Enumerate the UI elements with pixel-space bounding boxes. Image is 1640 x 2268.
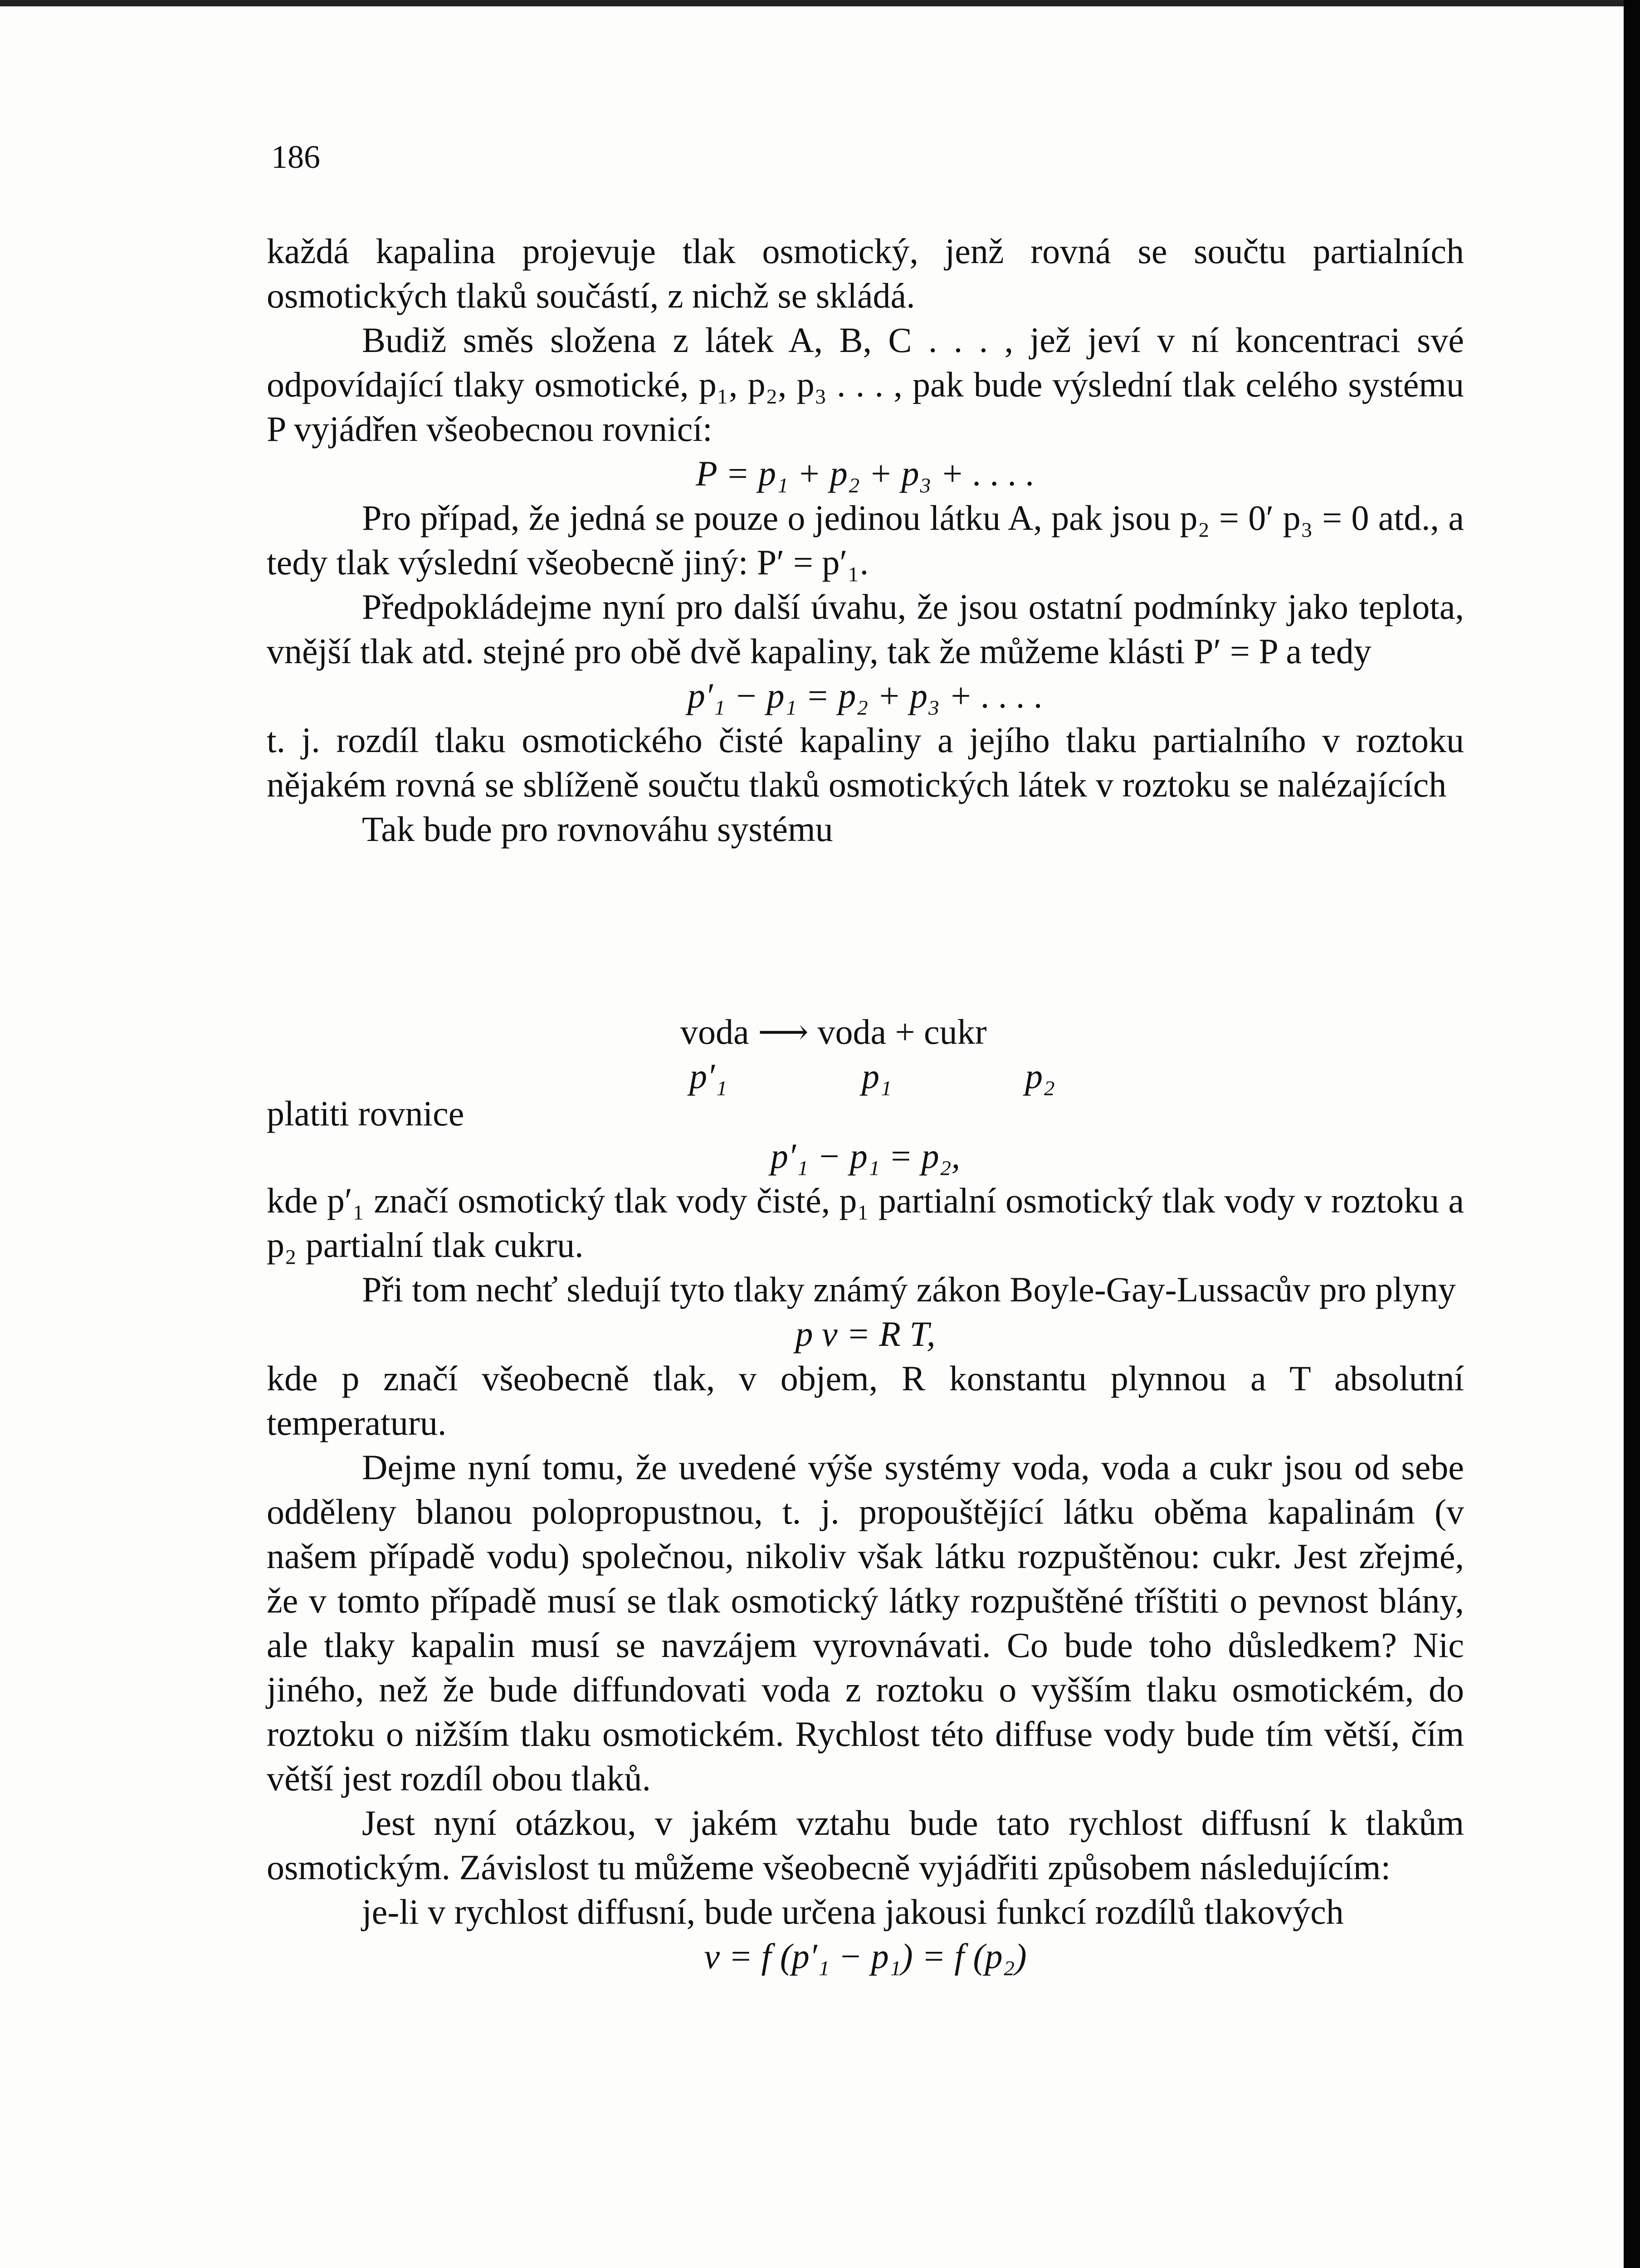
equation-4: p v = R T, [795,1314,936,1354]
paragraph-12: je-li v rychlost diffusní, bude určena jakousi funkcí rozdílů tlakových [362,1892,1344,1931]
paragraph-11: Jest nyní otázkou, v jakém vztahu bude tato rychlost diffusní k tlakům osmotickým. Závislost tu můžeme všeobecně vyjádřiti způsobem následujícím: [267,1803,1464,1887]
paragraph-8: Při tom nechť sledují tyto tlaky známý zákon Boyle-Gay-Lussacův pro plyny [362,1270,1456,1309]
paragraph-3: Pro případ, že jedná se pouze o jedinou látku A, pak jsou p₂ = 0′ p₃ = 0 atd., a tedy tlak výslední všeobecně jiný: P′ = p′₁. [267,498,1464,582]
platiti-label: platiti rovnice [267,1094,464,1133]
scheme-label-water-in-solution: p₁ [862,1056,892,1096]
equation-5: v = f (p′₁ − p₁) = f (p₂) [704,1936,1027,1976]
paragraph-6: Tak bude pro rovnováhu systému [362,809,833,849]
paragraph-2: Budiž směs složena z látek A, B, C . . . , jež jeví v ní koncentraci své odpovídající tlaky osmotické, p₁, p₂, p₃ . . . , pak bude výslední tlak celého systému P vyjádřen všeobecnou rovnicí: [267,320,1464,449]
scheme-label-pure-water: p′₁ [689,1056,727,1096]
equation-3: p′₁ − p₁ = p₂, [770,1136,961,1176]
text-block-bottom [267,1134,1464,1979]
paragraph-5: t. j. rozdíl tlaku osmotického čisté kapaliny a jejího tlaku partialního v roztoku nějakém rovná se sblíženě součtu tlaků osmotických látek v roztoku se nalézajících [267,720,1464,804]
equation-2: p′₁ − p₁ = p₂ + p₃ + . . . . [687,676,1044,715]
equation-1: P = p₁ + p₂ + p₃ + . . . . [696,454,1035,493]
scheme-label-sugar: p₂ [1025,1056,1055,1096]
scheme-row: voda ⟶ voda + cukr [680,1012,987,1051]
paragraph-1: každá kapalina projevuje tlak osmotický, jenž rovná se součtu partialních osmotických tlaků součástí, z nichž se skládá. [267,231,1464,315]
page-number: 186 [271,139,320,175]
scan-edge-right [1624,0,1640,2268]
paragraph-4: Předpokládejme nyní pro další úvahu, že jsou ostatní podmínky jako teplota, vnější tlak atd. stejné pro obě dvě kapaliny, tak že můžeme klásti P′ = P a tedy [267,587,1464,671]
paragraph-7: kde p′₁ značí osmotický tlak vody čisté, p₁ partialní osmotický tlak vody v roztoku a p₂ partialní tlak cukru. [267,1181,1464,1265]
scan-edge-top [0,0,1640,6]
paragraph-10: Dejme nyní tomu, že uvedené výše systémy voda, voda a cukr jsou od sebe odděleny blanou polopropustnou, t. j. propouštějící látku oběma kapalinám (v našem případě vodu) společnou, nikoliv však látku rozpuštěnou: cukr. Jest zřejmé, že v tomto případě musí se tlak osmotický látky rozpuštěné tříštiti o pevnost blány, ale tlaky kapalin musí se navzájem vyrovnávati. Co bude toho důsledkem? Nic jiného, než že bude diffundovati voda z roztoku o vyšším tlaku osmotickém, do roztoku o nižším tlaku osmotickém. Rychlost této diffuse vody bude tím větší, čím větší jest rozdíl obou tlaků. [267,1447,1464,1798]
paragraph-9: kde p značí všeobecně tlak, v objem, R konstantu plynnou a T absolutní temperaturu. [267,1359,1464,1442]
text-block-top [267,229,1464,851]
